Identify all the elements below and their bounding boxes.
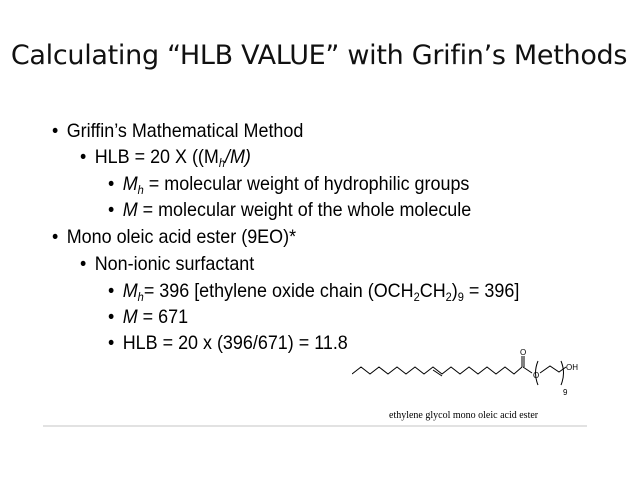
formula-suffix: /M) bbox=[225, 146, 251, 168]
subscript-2b: 2 bbox=[445, 290, 452, 304]
bullet-mh-value bbox=[108, 279, 519, 303]
bullet-m-value bbox=[108, 305, 188, 329]
ester-oxygen-label: O bbox=[533, 371, 540, 380]
bullet-hlb-formula bbox=[80, 145, 251, 169]
bullet-m-definition bbox=[108, 198, 471, 222]
variable-m: M bbox=[122, 306, 138, 328]
value-text: = 396 [ethylene oxide chain (OCH bbox=[143, 280, 414, 302]
bullet-dot: • bbox=[80, 146, 87, 168]
variable-subscript: h bbox=[137, 183, 144, 197]
definition-text: = molecular weight of the whole molecule bbox=[137, 199, 472, 221]
molecule-structure bbox=[352, 347, 592, 405]
variable-m: M bbox=[122, 199, 138, 221]
value-text: = 671 bbox=[137, 306, 189, 328]
formula-prefix: HLB = 20 X ((M bbox=[94, 146, 219, 168]
subscript-9: 9 bbox=[457, 290, 464, 304]
value-mid: CH bbox=[419, 280, 446, 302]
bullet-nonionic bbox=[80, 252, 254, 276]
figure-caption: ethylene glycol mono oleic acid ester bbox=[389, 410, 539, 421]
slide-title: Calculating “HLB VALUE” with Grifin’s Methods bbox=[10, 40, 628, 71]
bullet-dot: • bbox=[108, 199, 115, 221]
bullet-hlb-calc bbox=[108, 331, 348, 355]
peg-chain bbox=[540, 366, 566, 373]
slide-divider bbox=[43, 425, 587, 427]
bullet-dot: • bbox=[108, 280, 115, 302]
definition-text: = molecular weight of hydrophilic groups bbox=[143, 173, 470, 195]
bullet-dot: • bbox=[108, 306, 115, 328]
bullet-griffin-method bbox=[52, 119, 303, 143]
variable-m: M bbox=[122, 280, 138, 302]
bullet-text: HLB = 20 x (396/671) = 11.8 bbox=[122, 332, 348, 354]
variable-subscript: h bbox=[137, 290, 144, 304]
bullet-dot: • bbox=[108, 173, 115, 195]
value-close: ) bbox=[451, 280, 458, 302]
repeat-count-label: 9 bbox=[563, 388, 568, 397]
subscript-2: 2 bbox=[413, 290, 420, 304]
bullet-dot: • bbox=[108, 332, 115, 354]
variable-m: M bbox=[122, 173, 138, 195]
bullet-dot: • bbox=[52, 226, 59, 248]
ester-bond bbox=[523, 367, 532, 373]
bullet-dot: • bbox=[52, 120, 59, 142]
bullet-dot: • bbox=[80, 253, 87, 275]
formula-subscript: h bbox=[218, 156, 226, 170]
value-tail: = 396] bbox=[463, 280, 520, 302]
bullet-text: Mono oleic acid ester (9EO)* bbox=[66, 226, 297, 248]
bullet-text: Griffin’s Mathematical Method bbox=[66, 120, 304, 142]
hydroxyl-label: OH bbox=[566, 363, 578, 372]
bullet-mh-definition bbox=[108, 172, 469, 196]
repeat-bracket-right bbox=[561, 361, 564, 385]
bullet-ester bbox=[52, 225, 296, 249]
carbonyl-oxygen-label: O bbox=[520, 348, 527, 357]
bullet-text: Non-ionic surfactant bbox=[94, 253, 255, 275]
